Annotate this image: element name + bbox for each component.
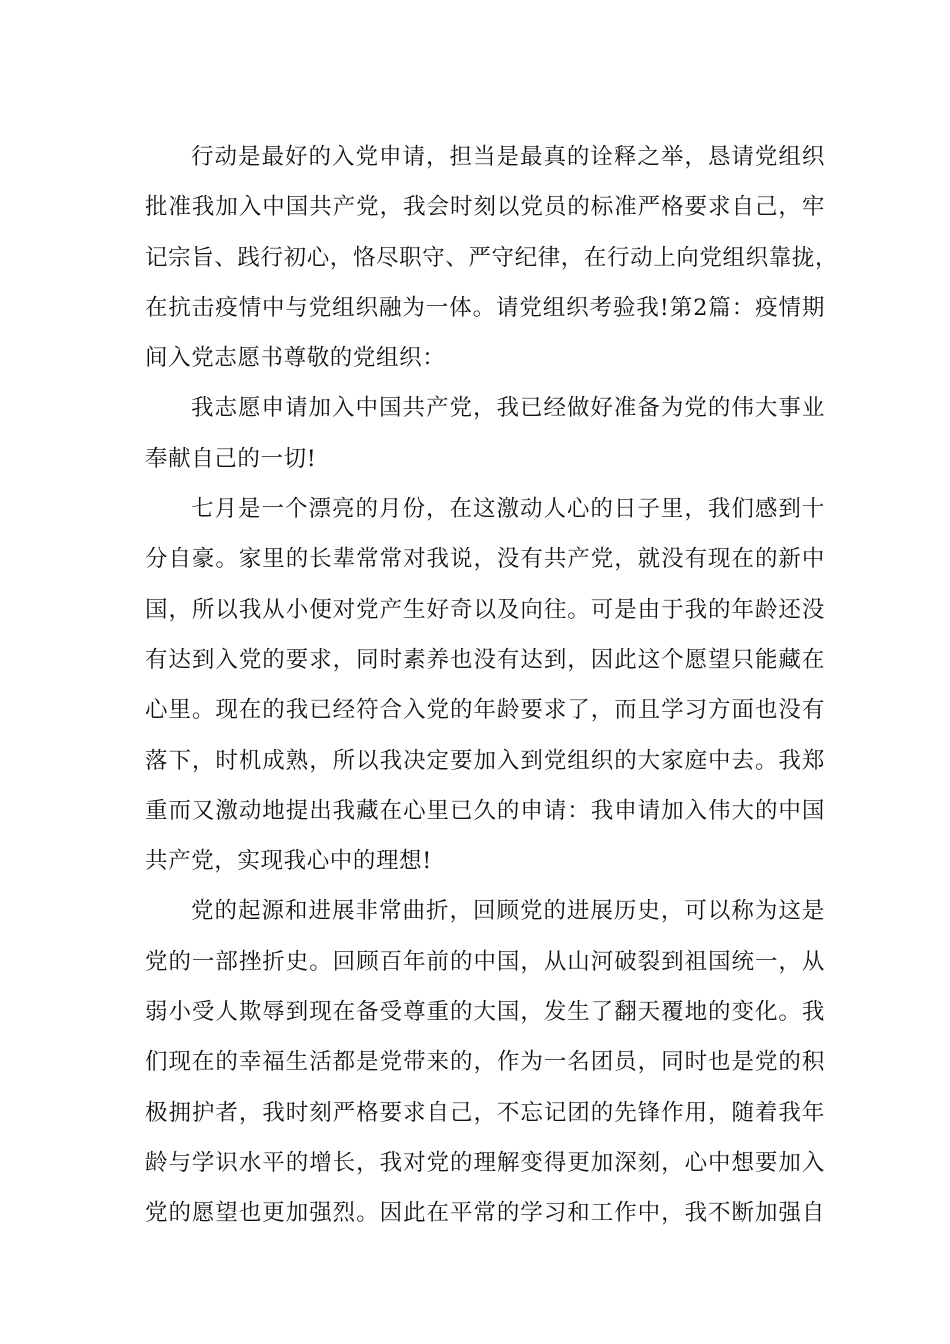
text-line: 在抗击疫情中与党组织融为一体。请党组织考验我!第2篇：疫情期	[145, 294, 825, 321]
paragraph	[145, 886, 825, 1238]
text-line: 弱小受人欺辱到现在备受尊重的大国，发生了翻天覆地的变化。我	[145, 999, 825, 1026]
text-line: 重而又激动地提出我藏在心里已久的申请：我申请加入伟大的中国	[145, 797, 825, 824]
text-line: 有达到入党的要求，同时素养也没有达到，因此这个愿望只能藏在	[145, 646, 825, 673]
text-line: 奉献自己的一切!	[145, 445, 317, 472]
text-line: 分自豪。家里的长辈常常对我说，没有共产党，就没有现在的新中	[145, 546, 825, 573]
text-line: 七月是一个漂亮的月份，在这激动人心的日子里，我们感到十	[191, 496, 825, 523]
text-line: 党的起源和进展非常曲折，回顾党的进展历史，可以称为这是	[191, 898, 825, 925]
text-line: 龄与学识水平的增长，我对党的理解变得更加深刻，心中想要加入	[145, 1149, 825, 1176]
text-line: 记宗旨、践行初心，恪尽职守、严守纪律，在行动上向党组织靠拢，	[145, 244, 839, 271]
text-line: 落下，时机成熟，所以我决定要加入到党组织的大家庭中去。我郑	[145, 747, 825, 774]
text-line: 共产党，实现我心中的理想!	[145, 848, 432, 875]
paragraph	[145, 383, 825, 484]
paragraph	[145, 484, 825, 886]
paragraph	[145, 132, 839, 383]
text-line: 们现在的幸福生活都是党带来的，作为一名团员，同时也是党的积	[145, 1049, 825, 1076]
text-line: 党的一部挫折史。回顾百年前的中国，从山河破裂到祖国统一，从	[145, 948, 825, 975]
text-line: 间入党志愿书尊敬的党组织：	[145, 345, 446, 372]
text-line: 心里。现在的我已经符合入党的年龄要求了，而且学习方面也没有	[145, 697, 825, 724]
text-line: 行动是最好的入党申请，担当是最真的诠释之举，恳请党组织	[191, 144, 825, 170]
text-line: 国，所以我从小便对党产生好奇以及向往。可是由于我的年龄还没	[145, 596, 825, 623]
text-line: 我志愿申请加入中国共产党，我已经做好准备为党的伟大事业	[191, 395, 825, 422]
text-line: 党的愿望也更加强烈。因此在平常的学习和工作中，我不断加强自	[145, 1200, 825, 1227]
text-line: 批准我加入中国共产党，我会时刻以党员的标准严格要求自己，牢	[145, 194, 825, 221]
text-line: 极拥护者，我时刻严格要求自己，不忘记团的先锋作用，随着我年	[145, 1099, 825, 1126]
document-body	[145, 132, 839, 1239]
